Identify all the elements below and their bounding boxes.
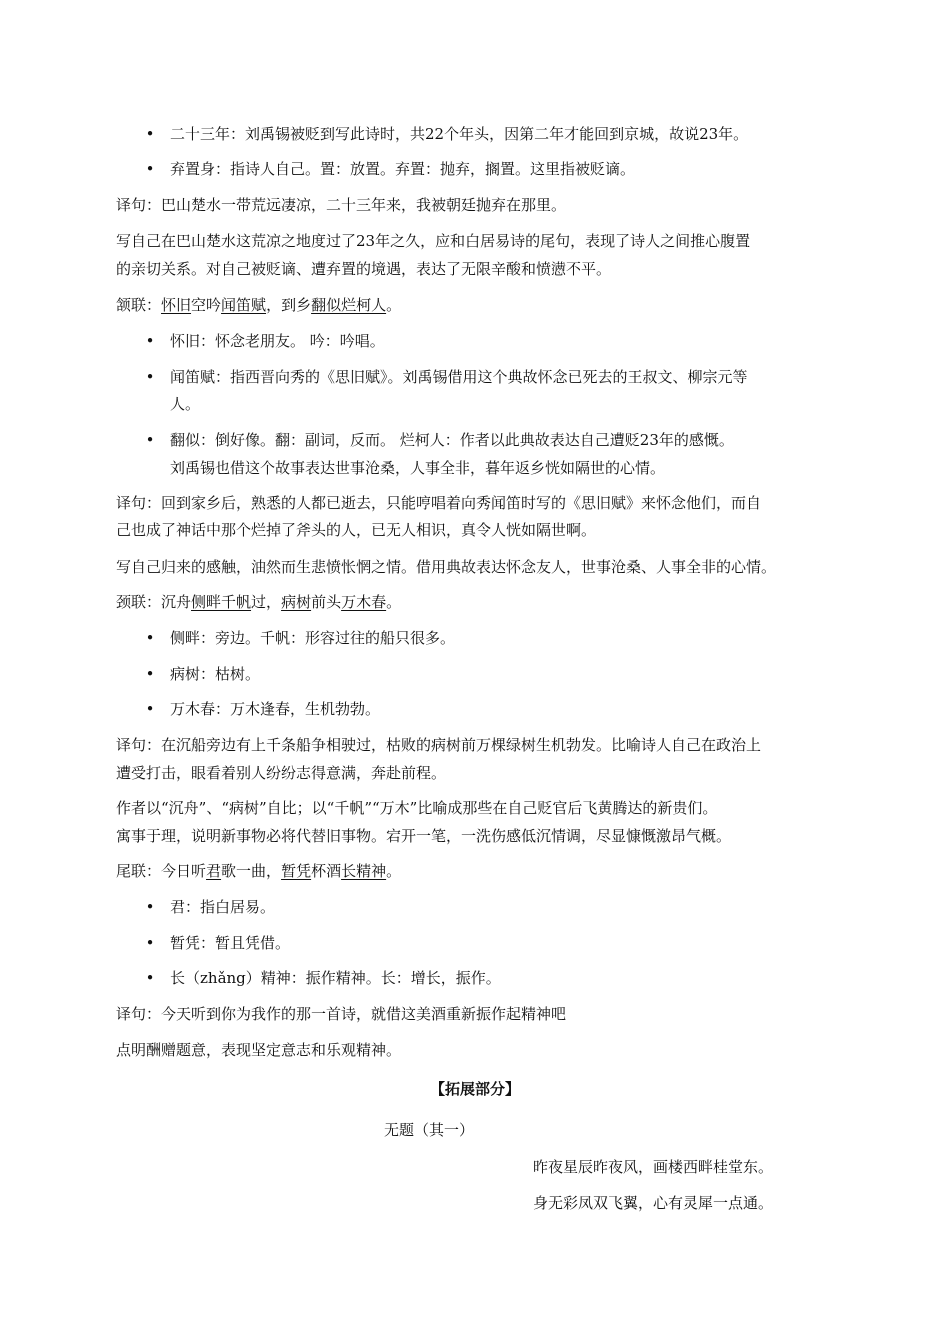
- bullet: •: [145, 969, 155, 987]
- verse-text: 前头: [311, 593, 342, 611]
- note-fansi-line1: 翻似：倒好像。翻：副词，反而。 烂柯人：作者以此典故表达自己遭贬23年的感慨。: [170, 431, 734, 449]
- hanlian-verse: [116, 295, 401, 315]
- analysis-shoulian-line1: 写自己在巴山楚水这荒凉之地度过了23年之久，应和白居易诗的尾句，表现了诗人之间推心腹置: [116, 232, 751, 250]
- verse-text: 。: [386, 862, 402, 880]
- verse-text: 空吟: [191, 296, 222, 314]
- note-qizhishen: 弃置身：指诗人自己。置：放置。弃置：抛弃，搁置。这里指被贬谪。: [170, 160, 636, 178]
- keyword-wendifu: 闻笛赋: [221, 296, 267, 314]
- keyword-fansilankeren: 翻似烂柯人: [311, 296, 387, 314]
- bullet: •: [145, 431, 155, 449]
- translation-jinglian-line1: 译句：在沉船旁边有上千条船争相驶过，枯败的病树前万棵绿树生机勃发。比喻诗人自己在政治上: [116, 736, 762, 754]
- analysis-weilian: 点明酬赠题意，表现坚定意志和乐观精神。: [116, 1041, 402, 1059]
- translation-weilian: 译句：今天听到你为我作的那一首诗，就借这美酒重新振作起精神吧: [116, 1005, 567, 1023]
- bullet: •: [145, 934, 155, 952]
- note-jun: 君：指白居易。: [170, 898, 276, 916]
- note-ershisannian: 二十三年：刘禹锡被贬到写此诗时，共22个年头，因第二年才能回到京城，故说23年。: [170, 125, 749, 143]
- bullet: •: [145, 700, 155, 718]
- jinglian-verse: [116, 592, 401, 612]
- translation-jinglian-line2: 遭受打击，眼看着别人纷纷志得意满，奔赴前程。: [116, 764, 447, 782]
- note-huaijiu: 怀旧：怀念老朋友。 吟：吟唱。: [170, 332, 385, 350]
- bullet: •: [145, 332, 155, 350]
- keyword-zanping: 暂凭: [281, 862, 312, 880]
- note-wanmuchun: 万木春：万木逢春，生机勃勃。: [170, 700, 381, 718]
- analysis-hanlian: 写自己归来的感触，油然而生悲愤怅惘之情。借用典故表达怀念友人，世事沧桑、人事全非的心情。: [116, 558, 777, 576]
- bullet: •: [145, 125, 155, 143]
- verse-text: 沉舟: [161, 593, 192, 611]
- jinglian-label: 颈联：: [116, 593, 162, 611]
- verse-text: 杯酒: [311, 862, 342, 880]
- keyword-jun: 君: [206, 862, 222, 880]
- keyword-huaijiu: 怀旧: [161, 296, 192, 314]
- note-bingshu: 病树：枯树。: [170, 665, 261, 683]
- note-cepan: 侧畔：旁边。千帆：形容过往的船只很多。: [170, 629, 456, 647]
- bullet: •: [145, 629, 155, 647]
- verse-text: 。: [386, 593, 402, 611]
- note-fansi-line2: 刘禹锡也借这个故事表达世事沧桑，人事全非，暮年返乡恍如隔世的心情。: [170, 459, 666, 477]
- bullet: •: [145, 368, 155, 386]
- keyword-zhangjingshen: 长精神: [341, 862, 387, 880]
- weilian-label: 尾联：: [116, 862, 162, 880]
- poem-title: 无题（其一）: [384, 1121, 475, 1139]
- translation-hanlian-line2: 己也成了神话中那个烂掉了斧头的人，已无人相识，真令人恍如隔世啊。: [116, 521, 597, 539]
- bullet: •: [145, 898, 155, 916]
- analysis-shoulian-line2: 的亲切关系。对自己被贬谪、遭弃置的境遇，表达了无限辛酸和愤懑不平。: [116, 260, 612, 278]
- analysis-jinglian-line1: 作者以“沉舟”、“病树”自比；以“千帆”“万木”比喻成那些在自己贬官后飞黄腾达的新贵们。: [116, 799, 718, 817]
- hanlian-label: 颔联：: [116, 296, 162, 314]
- analysis-jinglian-line2: 寓事于理，说明新事物必将代替旧事物。宕开一笔，一洗伤感低沉情调，尽显慷慨激昂气概。: [116, 827, 732, 845]
- verse-text: ，到乡: [266, 296, 312, 314]
- keyword-cepanqianfan: 侧畔千帆: [191, 593, 252, 611]
- verse-text: 今日听: [161, 862, 207, 880]
- note-wendifu-line1: 闻笛赋：指西晋向秀的《思旧赋》。刘禹锡借用这个典故怀念已死去的王叔文、柳宗元等: [170, 368, 748, 386]
- keyword-bingshu: 病树: [281, 593, 312, 611]
- extension-heading: 【拓展部分】: [429, 1080, 520, 1098]
- note-zhangjingshen: 长（zhǎng）精神：振作精神。长：增长，振作。: [170, 969, 501, 987]
- translation-shoulian: 译句：巴山楚水一带荒远凄凉，二十三年来，我被朝廷抛弃在那里。: [116, 196, 567, 214]
- verse-text: 。: [386, 296, 402, 314]
- note-zanping: 暂凭：暂且凭借。: [170, 934, 291, 952]
- poem-line-2: 身无彩凤双飞翼，心有灵犀一点通。: [533, 1194, 774, 1212]
- verse-text: 过，: [251, 593, 282, 611]
- note-wendifu-line2: 人。: [170, 395, 201, 413]
- bullet: •: [145, 160, 155, 178]
- translation-hanlian-line1: 译句：回到家乡后，熟悉的人都已逝去，只能哼唱着向秀闻笛时写的《思旧赋》来怀念他们，而自: [116, 494, 762, 512]
- bullet: •: [145, 665, 155, 683]
- poem-line-1: 昨夜星辰昨夜风，画楼西畔桂堂东。: [533, 1158, 774, 1176]
- keyword-wanmuchun: 万木春: [341, 593, 387, 611]
- verse-text: 歌一曲，: [221, 862, 282, 880]
- weilian-verse: [116, 861, 401, 881]
